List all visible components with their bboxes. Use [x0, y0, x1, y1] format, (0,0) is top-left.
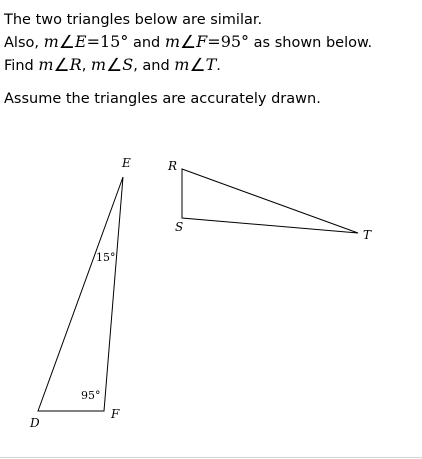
triangle-DEF: [38, 177, 123, 411]
angle-T-expression: m∠T: [174, 55, 217, 76]
angle-label-E: 15°: [96, 251, 116, 264]
vertex-label-F: F: [111, 407, 120, 421]
angle-symbol-icon: ∠: [58, 32, 75, 53]
assumption-note: Assume the triangles are accurately drawn.: [4, 91, 321, 107]
triangles-figure: [0, 150, 422, 450]
angle-symbol-icon: ∠: [53, 55, 70, 76]
find-prefix: Find: [4, 58, 39, 74]
angle-E-expression: m∠E=15°: [43, 32, 129, 53]
given-prefix: Also,: [4, 35, 44, 51]
vertex-label-E: E: [122, 156, 131, 170]
intro-line: The two triangles below are similar.: [4, 12, 263, 28]
angle-symbol-icon: ∠: [106, 55, 123, 76]
bottom-divider: [0, 457, 422, 458]
vertex-label-S: S: [175, 220, 184, 234]
given-line: [4, 31, 420, 54]
given-suffix: as shown below.: [253, 35, 373, 51]
given-separator: and: [132, 35, 165, 51]
find-line: Find m∠R, m∠S, and m∠T.: [4, 55, 221, 76]
angle-label-F: 95°: [81, 389, 101, 402]
vertex-label-D: D: [30, 416, 40, 430]
angle-symbol-icon: ∠: [180, 32, 197, 53]
angle-F-expression: m∠F=95°: [164, 32, 250, 53]
angle-S-expression: m∠S: [90, 55, 134, 76]
angle-symbol-icon: ∠: [189, 55, 206, 76]
angle-R-expression: m∠R: [38, 55, 82, 76]
problem-statement: [4, 9, 420, 110]
triangle-RST: [182, 169, 358, 233]
vertex-label-R: R: [168, 159, 178, 173]
vertex-label-T: T: [363, 228, 372, 242]
